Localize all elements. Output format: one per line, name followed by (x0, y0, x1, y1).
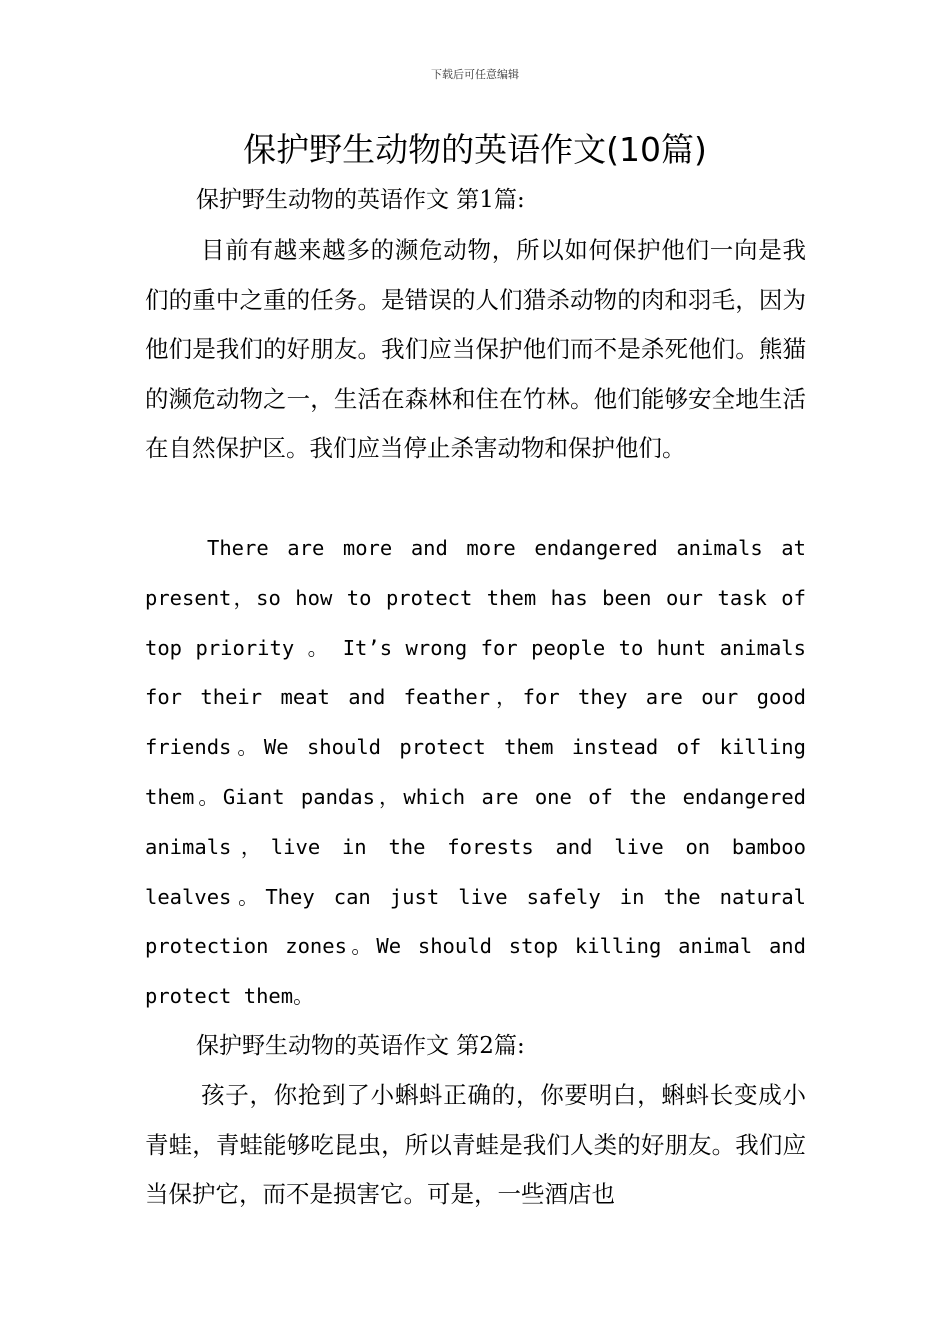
section-heading-1: 保护野生动物的英语作文 第1篇: (196, 187, 525, 213)
paragraph-zh-2: 孩子，你抢到了小蝌蚪正确的，你要明白，蝌蚪长变成小青蛙，青蛙能够吃昆虫，所以青蛙是我们人类的好朋友。我们应当保护它，而不是损害它。可是，一些酒店也 (145, 1081, 806, 1208)
header-note: 下载后可任意编辑 (431, 68, 519, 81)
paragraph-en-1: There are more and more endangered animals at present，so how to protect them has been our task of top priority 。 It’s wrong for people to hunt animals for their meat and feather，for they are our good friends。We should protect them instead of killing them。Giant pandas，which are one of the endangered animals，live in the forests and live on bamboo lealves。They can just live safely in the natural protection zones。We should stop killing animal and protect them。 (145, 536, 806, 1009)
document-title: 保护野生动物的英语作文(10篇) (243, 130, 707, 169)
paragraph-zh-1: 目前有越来越多的濒危动物，所以如何保护他们一向是我们的重中之重的任务。是错误的人们猎杀动物的肉和羽毛，因为他们是我们的好朋友。我们应当保护他们而不是杀死他们。熊猫的濒危动物之一，生活在森林和住在竹林。他们能够安全地生活在自然保护区。我们应当停止杀害动物和保护他们。 (145, 236, 806, 462)
section-heading-2: 保护野生动物的英语作文 第2篇: (196, 1033, 525, 1059)
